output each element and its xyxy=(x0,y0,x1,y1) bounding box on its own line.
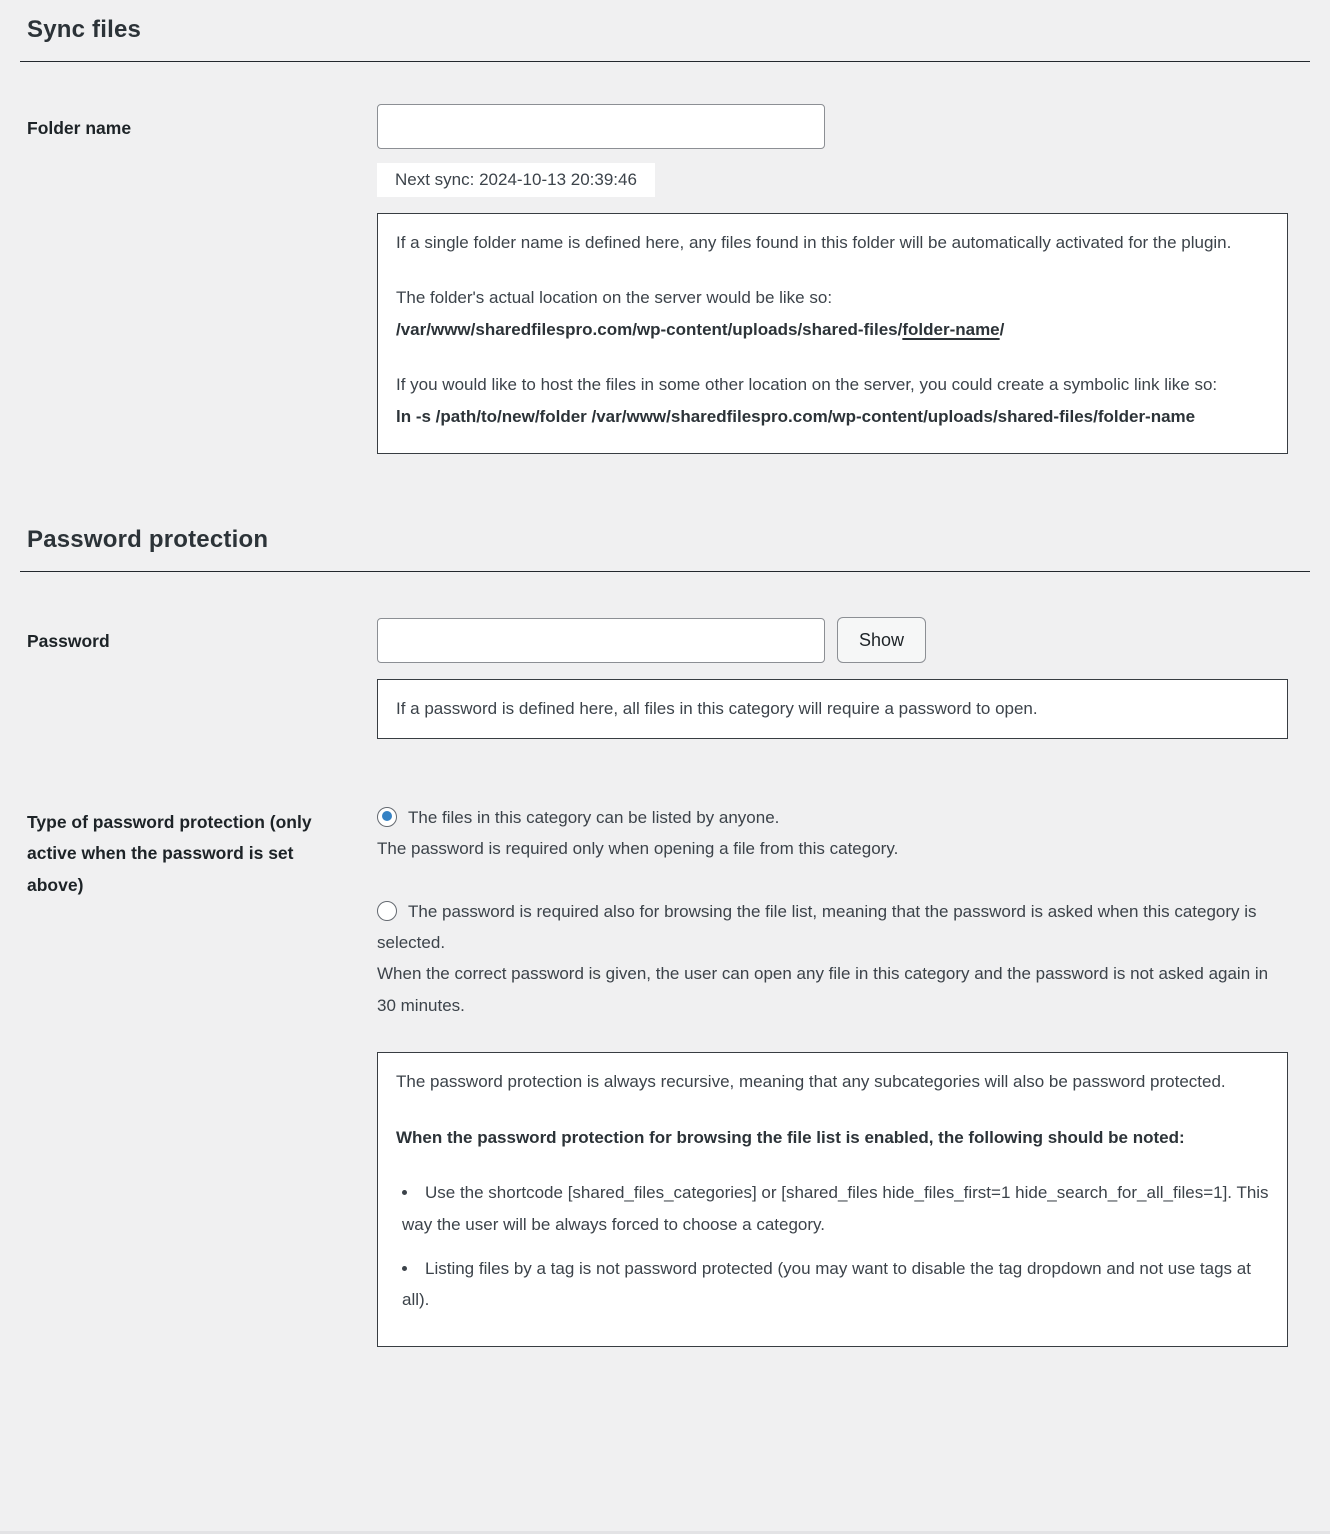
folder-name-help-box xyxy=(377,213,1288,454)
show-password-button[interactable]: Show xyxy=(837,617,926,663)
protection-type-options xyxy=(377,798,1288,1347)
folder-name-placeholder: folder-name xyxy=(902,319,1000,339)
help-paragraph: The folder's actual location on the server would be like so: /var/www/sharedfilespro.com/wp-content/uploads/shared-files/folder-name/ xyxy=(396,288,1005,339)
help-paragraph: If you would like to host the files in some other location on the server, you could create a symbolic link like so: ln -s /path/to/new/folder /var/www/sharedfilespro.com/wp-content/uploads/shared-files/folder-name xyxy=(396,375,1218,426)
note-bullet: • Listing files by a tag is not password protected (you may want to disable the tag dropdown and not use tags at all). xyxy=(402,1253,1269,1316)
password-label: Password xyxy=(27,631,110,652)
radio-description: When the correct password is given, the user can open any file in this category and the password is not asked again in 30 minutes. xyxy=(377,964,1269,1015)
folder-name-row xyxy=(27,104,1288,454)
section-divider xyxy=(20,571,1310,572)
server-path: /var/www/sharedfilespro.com/wp-content/uploads/shared-files/folder-name/ xyxy=(396,319,1005,339)
radio-description: The password is required only when opening a file from this category. xyxy=(377,839,899,859)
radio-label[interactable]: The password is required also for browsing the file list, meaning that the password is asked when this category is selected. xyxy=(377,901,1257,952)
password-help-box xyxy=(377,679,1288,738)
folder-name-field-column xyxy=(377,104,1288,454)
notes-bullet-list xyxy=(396,1177,1269,1316)
radio-button[interactable] xyxy=(377,807,397,827)
protection-option-list-anyone xyxy=(377,802,1288,865)
help-paragraph: If a single folder name is defined here, any files found in this folder will be automatically activated for the plugin. xyxy=(396,233,1232,252)
section-divider xyxy=(20,61,1310,62)
next-sync-status: Next sync: 2024-10-13 20:39:46 xyxy=(377,163,655,197)
folder-name-input[interactable] xyxy=(377,104,825,149)
password-field-column xyxy=(377,617,1288,738)
protection-notes-box xyxy=(377,1052,1288,1347)
folder-name-label: Folder name xyxy=(27,118,132,138)
protection-type-row xyxy=(27,798,1288,1347)
password-protection-title: Password protection xyxy=(27,526,269,554)
protection-type-label: Type of password protection (only active when the password is set above) xyxy=(27,811,312,895)
protection-option-password-for-browsing xyxy=(377,896,1288,1022)
note-bullet: • Use the shortcode [shared_files_categories] or [shared_files hide_files_first=1 hide_search_for_all_files=1]. This way the user will be always forced to choose a category. xyxy=(402,1177,1269,1240)
help-paragraph: If a password is defined here, all files in this category will require a password to open. xyxy=(396,699,1038,719)
symlink-command: ln -s /path/to/new/folder /var/www/sharedfilespro.com/wp-content/uploads/shared-files/folder-name xyxy=(396,406,1196,426)
sync-files-section xyxy=(27,16,1288,454)
help-paragraph-bold: When the password protection for browsing the file list is enabled, the following should be noted: xyxy=(396,1127,1185,1147)
sync-files-title: Sync files xyxy=(27,16,142,43)
password-row xyxy=(27,617,1288,738)
radio-button[interactable] xyxy=(377,901,397,921)
password-input[interactable] xyxy=(377,618,825,663)
password-protection-section xyxy=(27,526,1288,1347)
radio-label[interactable]: The files in this category can be listed by anyone. xyxy=(408,807,780,827)
help-paragraph: The password protection is always recursive, meaning that any subcategories will also be password protected. xyxy=(396,1072,1226,1092)
